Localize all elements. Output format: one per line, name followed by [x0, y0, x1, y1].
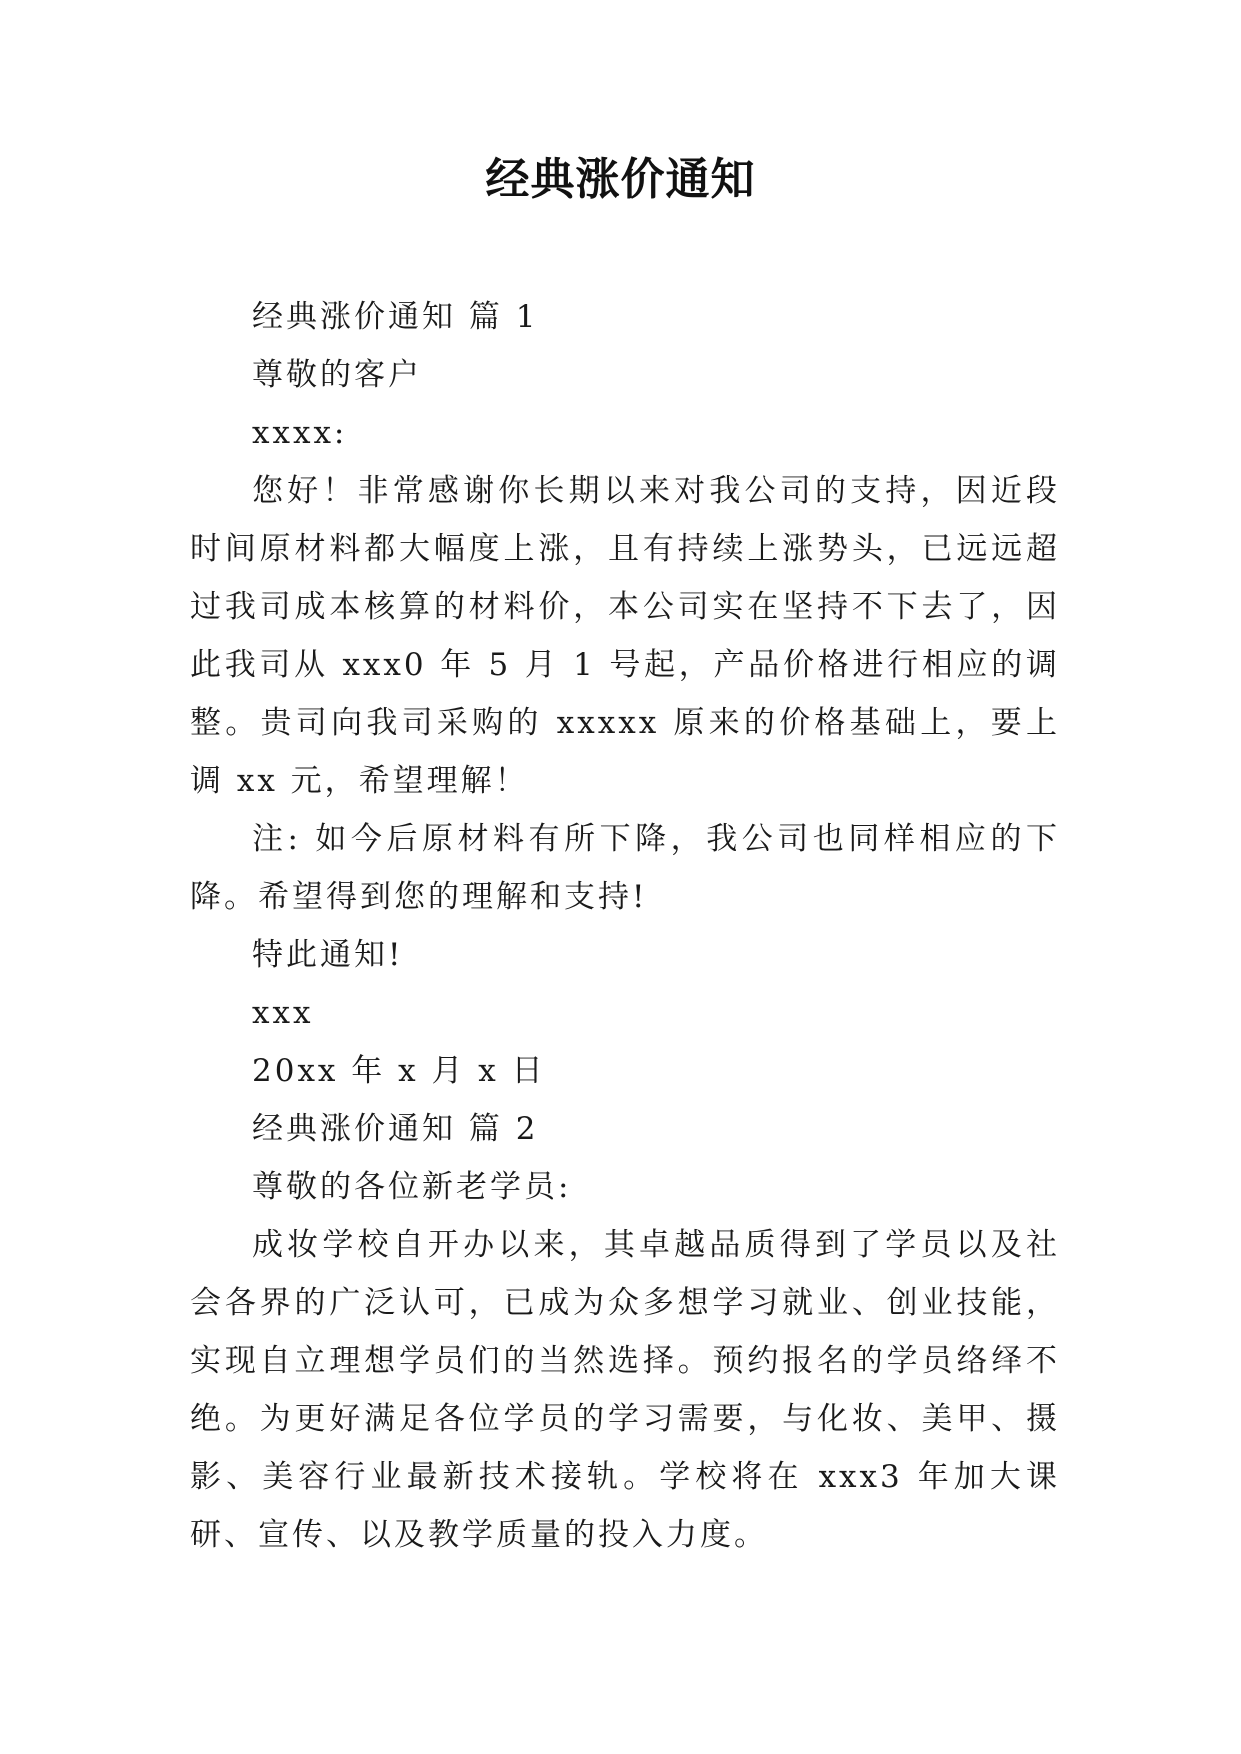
closing-line: 特此通知!: [252, 937, 404, 973]
body-paragraph: 您好！非常感谢你长期以来对我公司的支持，因近段时间原材料都大幅度上涨，且有持续上涨势头，已远远超过我司成本核算的材料价，本公司实在坚持不下去了，因此我司从 xxx0 年 5 月 1 号起，产品价格进行相应的调整。贵司向我司采购的 xxxxx 原来的价格基础上，要上调 xx 元，希望理解！: [190, 473, 1060, 799]
note-paragraph: 注: 如今后原材料有所下降，我公司也同样相应的下降。希望得到您的理解和支持!: [190, 821, 1060, 915]
body-paragraph-2: 成妆学校自开办以来，其卓越品质得到了学员以及社会各界的广泛认可，已成为众多想学习就业、创业技能，实现自立理想学员们的当然选择。预约报名的学员络绎不绝。为更好满足各位学员的学习需要，与化妆、美甲、摄影、美容行业最新技术接轨。学校将在 xxx3 年加大课研、宣传、以及教学质量的投入力度。: [190, 1227, 1060, 1553]
signature: xxx: [252, 995, 314, 1031]
document-body: [190, 288, 1060, 1564]
section-heading-1: 经典涨价通知 篇 1: [252, 299, 539, 335]
document-title: 经典涨价通知: [485, 154, 756, 205]
salutation-2: 尊敬的各位新老学员:: [252, 1169, 572, 1205]
section-heading-2: 经典涨价通知 篇 2: [252, 1111, 539, 1147]
salutation: 尊敬的客户: [252, 357, 422, 393]
date-line: 20xx 年 x 月 x 日: [252, 1053, 546, 1089]
recipient-name: xxxx:: [252, 415, 348, 451]
